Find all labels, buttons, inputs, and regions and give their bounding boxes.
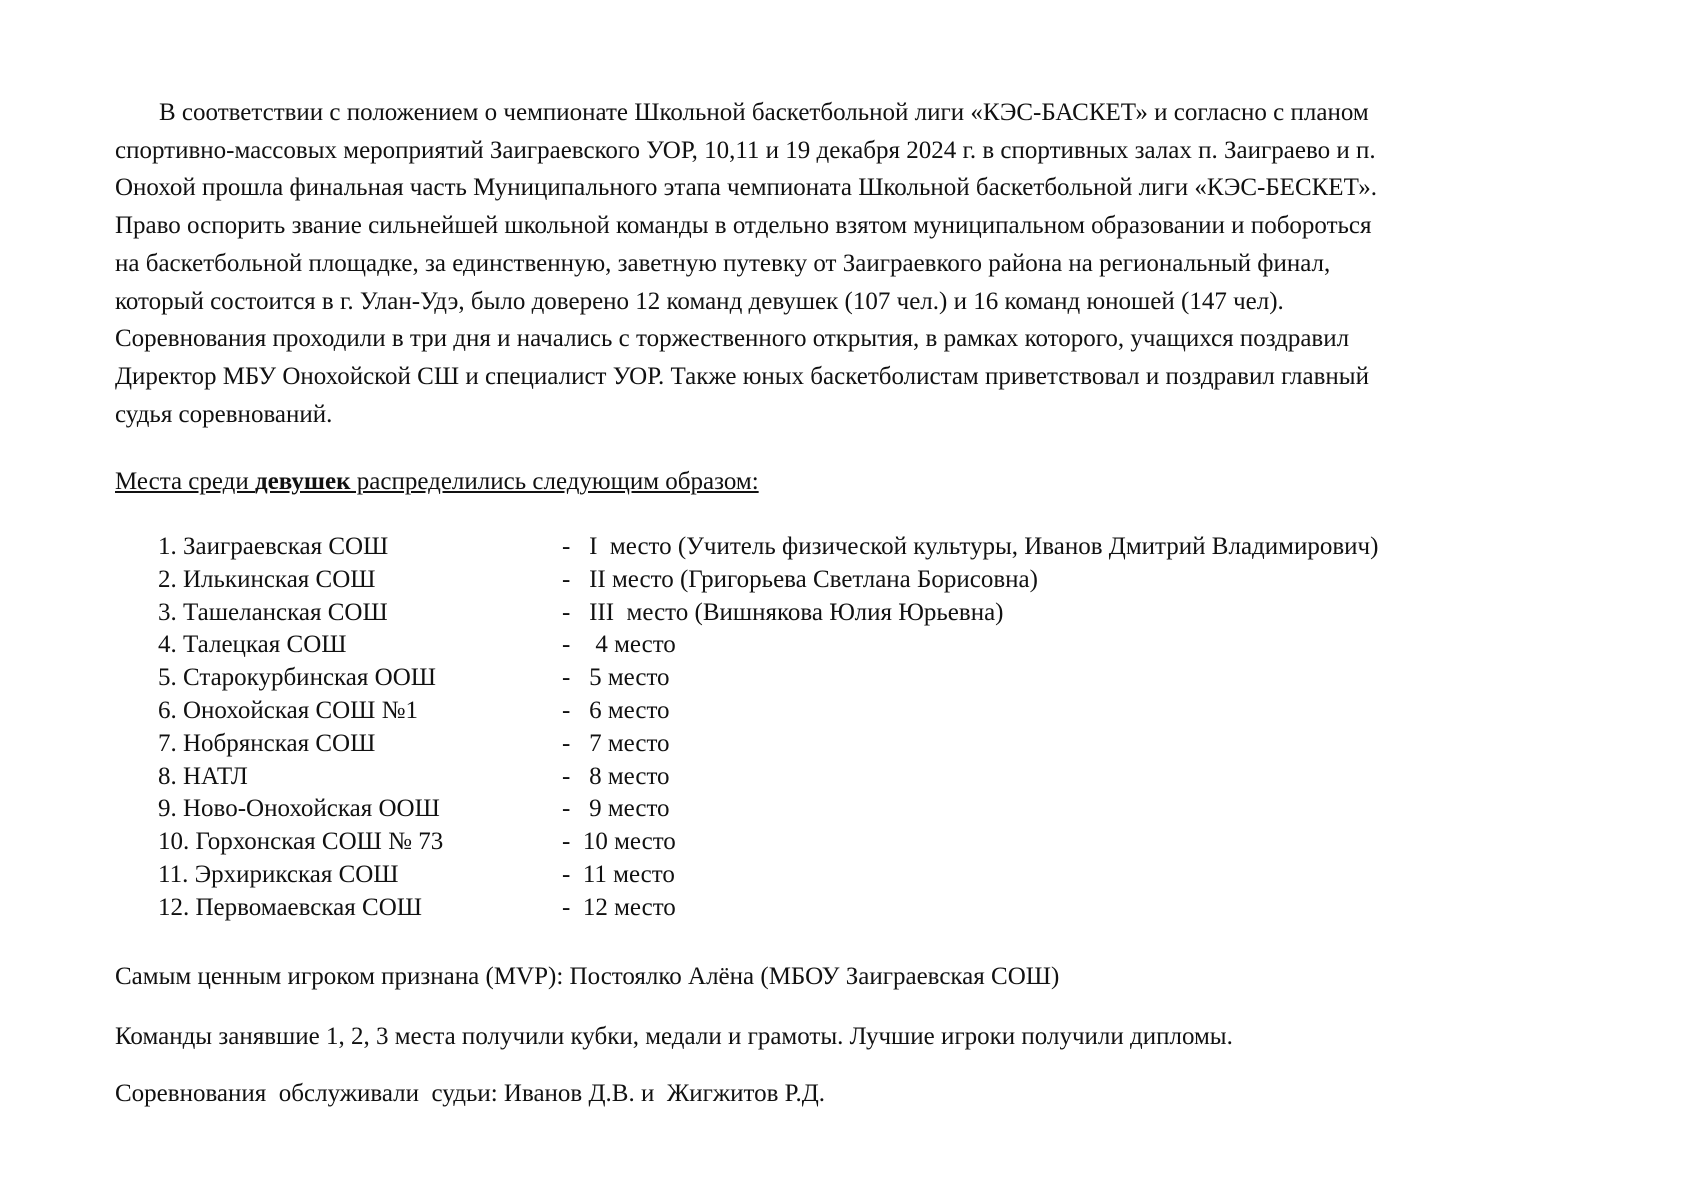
standing-row bbox=[158, 531, 1558, 564]
standing-row bbox=[158, 892, 1558, 925]
standing-row bbox=[158, 597, 1558, 630]
team-place: - I место (Учитель физической культуры, Иванов Дмитрий Владимирович) bbox=[562, 533, 1379, 560]
team-name: 11. Эрхирикская СОШ bbox=[158, 860, 399, 888]
girls-standings-heading bbox=[115, 466, 759, 498]
standing-row bbox=[158, 662, 1558, 695]
standing-row bbox=[158, 728, 1558, 761]
intro-line: Право оспорить звание сильнейшей школьной команды в отдельно взятом муниципальном образовании и побороться bbox=[115, 212, 1372, 240]
intro-line: на баскетбольной площадке, за единственную, заветную путевку от Заиграевкого района на региональный финал, bbox=[115, 249, 1331, 277]
team-place: - 9 место bbox=[562, 795, 670, 823]
intro-line: Онохой прошла финальная часть Муниципального этапа чемпионата Школьной баскетбольной лиги «КЭС-БЕСКЕТ». bbox=[115, 174, 1377, 202]
standing-row bbox=[158, 629, 1558, 662]
intro-paragraph bbox=[115, 94, 1585, 433]
team-place: - 6 место bbox=[562, 696, 670, 724]
team-name: 3. Ташеланская СОШ bbox=[158, 598, 388, 626]
team-place: - III место (Вишнякова Юлия Юрьевна) bbox=[562, 598, 1004, 626]
standing-row bbox=[158, 761, 1558, 794]
awards-statement: Команды занявшие 1, 2, 3 места получили кубки, медали и грамоты. Лучшие игроки получили дипломы. bbox=[115, 1023, 1233, 1050]
standing-row bbox=[158, 695, 1558, 728]
team-place: - 8 место bbox=[562, 762, 670, 790]
intro-line: В соответствии с положением о чемпионате Школьной баскетбольной лиги «КЭС-БАСКЕТ» и согласно с планом bbox=[159, 99, 1369, 126]
team-place: - 5 место bbox=[562, 664, 670, 692]
team-name: 5. Старокурбинская ООШ bbox=[158, 664, 436, 692]
team-name: 7. Нобрянская СОШ bbox=[158, 729, 376, 757]
standings-list bbox=[158, 531, 1558, 925]
team-place: - 7 место bbox=[562, 729, 670, 757]
intro-line: Директор МБУ Онохойской СШ и специалист УОР. Также юных баскетболистам приветствовал и поздравил главный bbox=[115, 362, 1369, 390]
standing-row bbox=[158, 793, 1558, 826]
mvp-statement: Самым ценным игроком признана (MVP): Постоялко Алёна (МБОУ Заиграевская СОШ) bbox=[115, 963, 1060, 990]
team-place: - 11 место bbox=[562, 860, 675, 888]
team-place: - 10 место bbox=[562, 828, 676, 856]
intro-line: Соревнования проходили в три дня и начались с торжественного открытия, в рамках которого, учащихся поздравил bbox=[115, 325, 1350, 353]
heading-text-bold: девушек bbox=[255, 468, 351, 495]
standing-row bbox=[158, 826, 1558, 859]
team-name: 10. Горхонская СОШ № 73 bbox=[158, 828, 444, 856]
intro-line: который состоится в г. Улан-Удэ, было доверено 12 команд девушек (107 чел.) и 16 команд юношей (147 чел). bbox=[115, 287, 1284, 315]
team-place: - II место (Григорьева Светлана Борисовна) bbox=[562, 565, 1038, 593]
heading-text-after: распределились следующим образом: bbox=[350, 468, 759, 495]
team-name: 6. Онохойская СОШ №1 bbox=[158, 696, 418, 724]
standing-row bbox=[158, 564, 1558, 597]
team-name: 4. Талецкая СОШ bbox=[158, 631, 347, 659]
team-name: 9. Ново-Онохойская ООШ bbox=[158, 795, 440, 823]
standing-row bbox=[158, 859, 1558, 892]
intro-line: судья соревнований. bbox=[115, 400, 333, 428]
team-name: 2. Илькинская СОШ bbox=[158, 565, 376, 593]
team-name: 8. НАТЛ bbox=[158, 762, 248, 790]
team-place: - 4 место bbox=[562, 631, 676, 659]
team-name: 1. Заиграевская СОШ bbox=[158, 533, 389, 560]
heading-text-before: Места среди bbox=[115, 468, 256, 495]
intro-line: спортивно-массовых мероприятий Заиграевского УОР, 10,11 и 19 декабря 2024 г. в спортивных залах п. Заиграево и п. bbox=[115, 136, 1376, 164]
referees-statement: Соревнования обслуживали судьи: Иванов Д.В. и Жигжитов Р.Д. bbox=[115, 1080, 826, 1107]
team-name: 12. Первомаевская СОШ bbox=[158, 893, 422, 921]
team-place: - 12 место bbox=[562, 893, 676, 921]
